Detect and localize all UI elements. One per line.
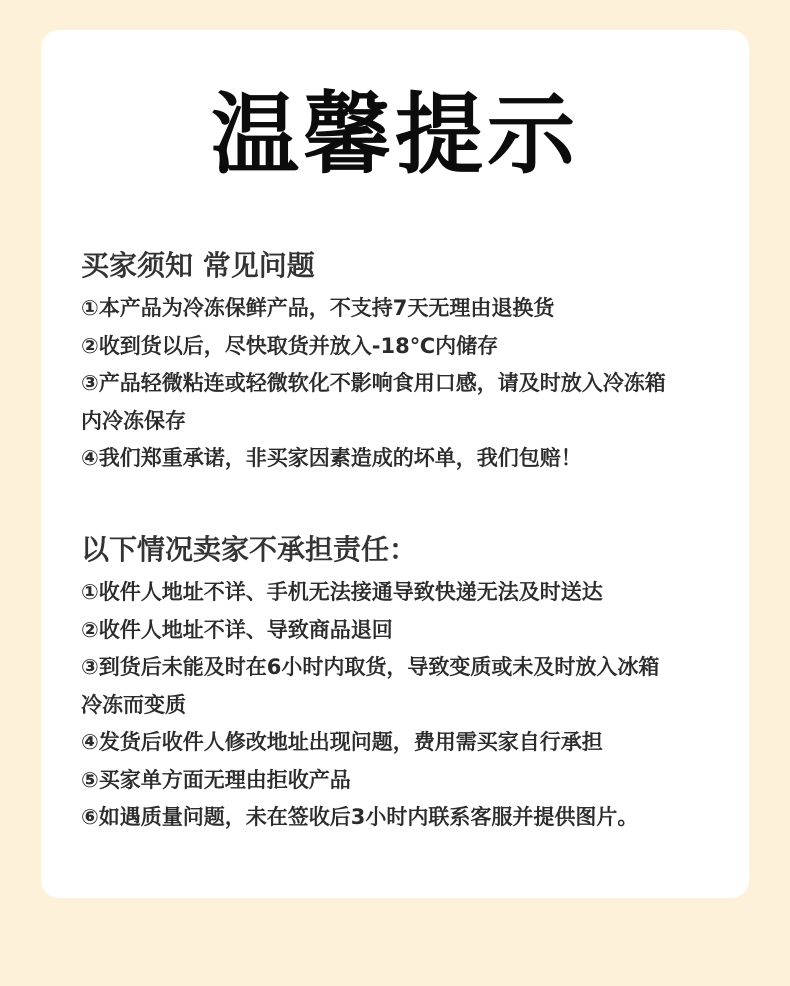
buyer-notice-list <box>81 290 741 478</box>
list-item: ⑤买家单方面无理由拒收产品 <box>81 767 351 792</box>
seller-not-liable-heading: 以下情况卖家不承担责任： <box>81 533 418 566</box>
list-item: ②收件人地址不详、导致商品退回 <box>81 617 393 642</box>
list-item: ①收件人地址不详、手机无法接通导致快递无法及时送达 <box>81 580 603 604</box>
list-item: ①本产品为冷冻保鲜产品，不支持7天无理由退换货 <box>81 296 555 320</box>
list-item: ⑥如遇质量问题，未在签收后3小时内联系客服并提供图片。 <box>81 805 639 829</box>
list-item: ②收到货以后，尽快取货并放入-18℃内储存 <box>81 333 499 358</box>
list-item: ③产品轻微粘连或轻微软化不影响食用口感，请及时放入冷冻箱 内冷冻保存 <box>81 371 666 433</box>
list-item: ③到货后未能及时在6小时内取货，导致变质或未及时放入冰箱 冷冻而变质 <box>81 655 660 717</box>
buyer-notice-section <box>81 244 741 478</box>
page-title: 温馨提示 <box>210 83 579 186</box>
list-item: ④我们郑重承诺，非买家因素造成的坏单，我们包赔！ <box>81 446 582 470</box>
seller-not-liable-section <box>81 528 741 837</box>
buyer-notice-heading: 买家须知 常见问题 <box>81 249 315 282</box>
notice-card <box>41 30 749 898</box>
seller-not-liable-list <box>81 574 741 837</box>
list-item: ④发货后收件人修改地址出现问题，费用需买家自行承担 <box>81 730 603 754</box>
